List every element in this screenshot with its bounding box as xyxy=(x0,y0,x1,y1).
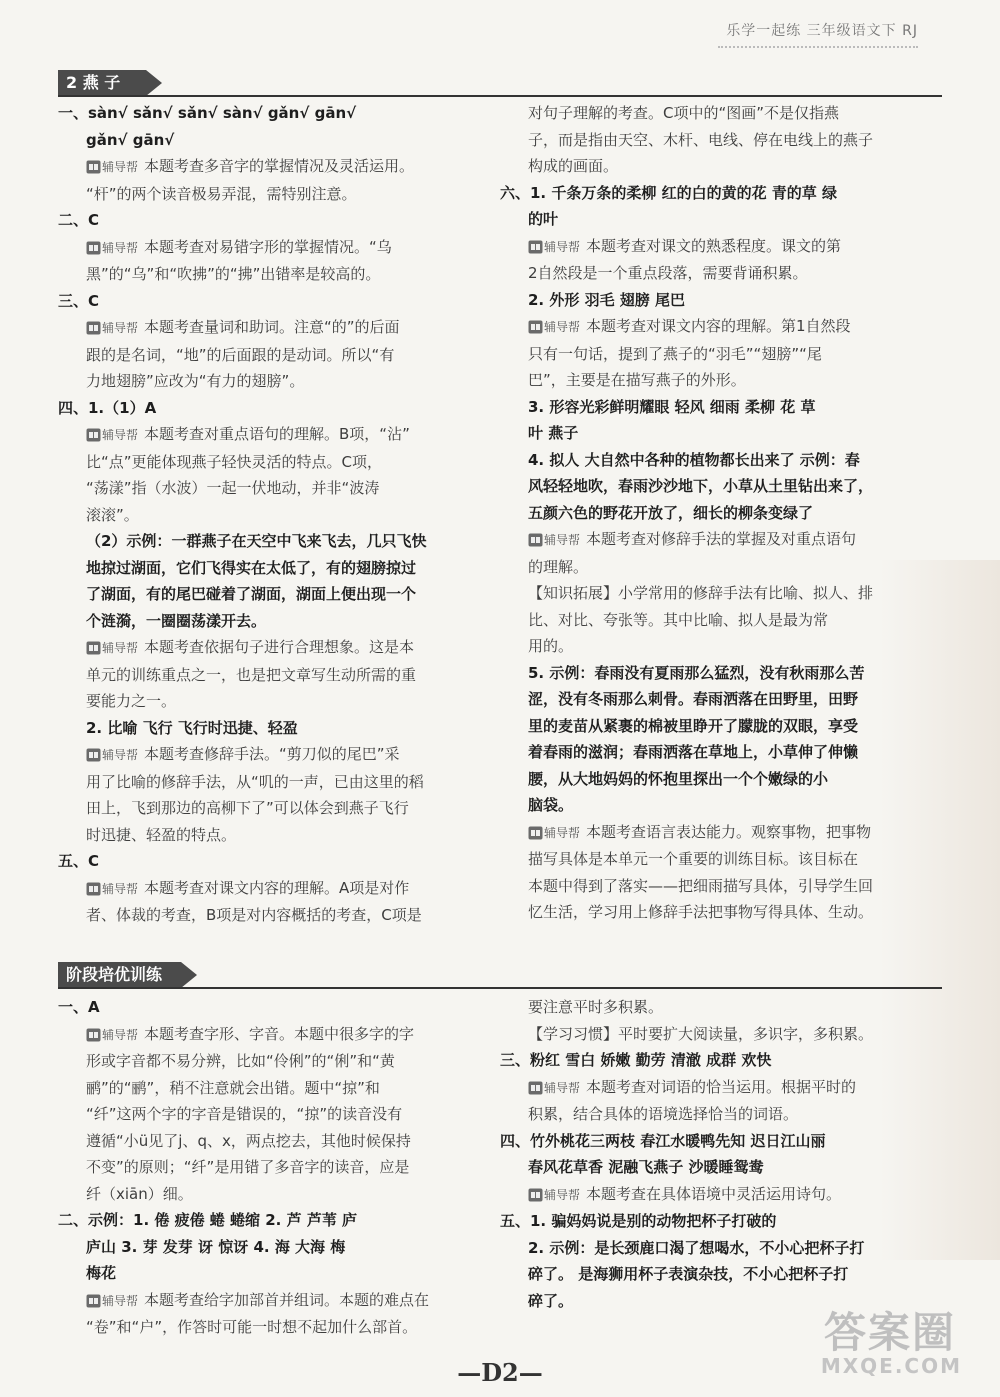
note-line: 只有一句话，提到了燕子的“羽毛”“翅膀”“尾 xyxy=(528,344,822,363)
tutor-tag xyxy=(528,1075,580,1102)
tutor-note xyxy=(58,421,468,449)
tutor-note xyxy=(58,314,468,342)
book-icon xyxy=(86,641,101,655)
note-line: 力地翅膀”应改为“有力的翅膀”。 xyxy=(86,372,305,390)
note-line: 黑”的“乌”和“吹拂”的“拂”出错率是较高的。 xyxy=(86,265,381,283)
tutor-note-text: 本题考查对课文内容的理解。第1自然段 xyxy=(586,317,851,335)
section-rule xyxy=(58,987,942,989)
note-line: 时迅捷、轻盈的特点。 xyxy=(86,825,237,844)
note-line: 田上，飞到那边的高柳下了”可以体会到燕子飞行 xyxy=(86,799,409,817)
answer-line: 4. 拟人 大自然中各种的植物都长出来了 示例：春 xyxy=(528,450,860,469)
note-line: 者、体裁的考查，B项是对内容概括的考查，C项是 xyxy=(86,906,422,924)
note-line: 形或字音都不易分辨，比如“伶俐”的“俐”和“黄 xyxy=(86,1052,395,1070)
note-line: 本题中得到了落实——把细雨描写具体，引导学生回 xyxy=(528,876,874,895)
tutor-note-text: 本题考查给字加部首并组词。本题的难点在 xyxy=(144,1290,430,1309)
tutor-note xyxy=(58,234,468,262)
answer-line: 2. 外形 羽毛 翅膀 尾巴 xyxy=(528,290,686,309)
answer-line: 五、1. 骗妈妈说是别的动物把杯子打破的 xyxy=(500,1212,777,1230)
tutor-tag xyxy=(528,234,580,261)
note-line: 鹂”的“鹂”，稍不注意就会出错。题中“掠”和 xyxy=(86,1078,380,1097)
answer-line: 个涟漪，一圈圈荡漾开去。 xyxy=(86,611,267,630)
note-line: 子，而是指由天空、木杆、电线、停在电线上的燕子 xyxy=(528,130,874,149)
answer-line: 叶 燕子 xyxy=(528,424,579,442)
note-line: 比“点”更能体现燕子轻快灵活的特点。C项， xyxy=(86,452,383,471)
tutor-note-text: 本题考查对课文的熟悉程度。课文的第 xyxy=(586,236,842,255)
tutor-tag-label: 辅导帮 xyxy=(102,428,139,442)
tutor-tag xyxy=(86,1022,138,1049)
note-line: 构成的画面。 xyxy=(528,157,619,175)
tutor-tag-label: 辅导帮 xyxy=(544,1080,581,1095)
answer-line: 脑袋。 xyxy=(528,796,574,814)
book-icon xyxy=(528,1081,543,1095)
book-icon xyxy=(86,321,101,335)
note-line: 比、对比、夸张等。其中比喻、拟人是最为常 xyxy=(528,610,829,629)
tutor-tag-label: 辅导帮 xyxy=(544,1187,581,1202)
tutor-tag xyxy=(528,820,580,847)
header-dotted-rule xyxy=(718,46,918,48)
book-icon xyxy=(86,882,101,896)
section1-right-column xyxy=(500,100,918,926)
tutor-note xyxy=(500,1181,918,1209)
note-line: “卷”和“户”，作答时可能一时想不起加什么部首。 xyxy=(86,1318,418,1336)
tutor-note xyxy=(500,1074,918,1102)
tutor-tag xyxy=(86,422,138,449)
book-icon xyxy=(86,428,101,442)
note-line: 的理解。 xyxy=(528,557,589,576)
tutor-tag-label: 辅导帮 xyxy=(102,748,139,762)
book-icon xyxy=(86,748,101,762)
tutor-tag xyxy=(86,876,138,903)
note-line: 2自然段是一个重点段落，需要背诵积累。 xyxy=(528,264,808,282)
book-icon xyxy=(86,160,101,174)
book-icon xyxy=(86,1294,101,1308)
note-line: 要能力之一。 xyxy=(86,692,177,710)
tutor-tag xyxy=(528,1182,580,1209)
tutor-tag xyxy=(86,154,138,181)
answer-line: 腰，从大地妈妈的怀抱里探出一个个嫩绿的小 xyxy=(528,769,829,788)
answer-line: 四、1.（1）A xyxy=(58,398,157,417)
answer-line: 四、竹外桃花三两枝 春江水暖鸭先知 迟日江山丽 xyxy=(500,1131,826,1150)
answer-line: 5. 示例：春雨没有夏雨那么猛烈，没有秋雨那么苦 xyxy=(528,663,865,682)
answer-line: 2. 示例：是长颈鹿口渴了想喝水，不小心把杯子打 xyxy=(528,1238,865,1257)
running-header: 乐学一起练 三年级语文下 RJ xyxy=(726,23,918,39)
tutor-tag-label: 辅导帮 xyxy=(544,533,581,547)
answer-line: 地掠过湖面，它们飞得实在太低了，有的翅膀掠过 xyxy=(86,558,417,577)
tutor-tag xyxy=(86,315,138,342)
answer-line: （2）示例：一群燕子在天空中飞来飞去，几只飞快 xyxy=(86,532,427,550)
answer-line: 着春雨的滋润；春雨洒落在草地上，小草伸了伸懒 xyxy=(528,743,859,761)
note-line: “荡漾”指（水波）一起一伏地动，并非“波涛 xyxy=(86,479,380,497)
note-line: 不变”的原则；“纤”是用错了多音字的读音，应是 xyxy=(86,1158,410,1176)
book-icon xyxy=(528,533,543,547)
answer-line: 涩，没有冬雨那么刺骨。春雨洒落在田野里，田野 xyxy=(528,690,859,708)
note-line: “杆”的两个读音极易弄混，需特别注意。 xyxy=(86,184,357,203)
answer-line: 了湖面，有的尾巴碰着了湖面，湖面上便出现一个 xyxy=(86,585,417,603)
tutor-note xyxy=(500,526,918,554)
tutor-tag-label: 辅导帮 xyxy=(102,321,139,335)
note-line: 单元的训练重点之一，也是把文章写生动所需的重 xyxy=(86,665,417,684)
tutor-note-text: 本题考查语言表达能力。观察事物，把事物 xyxy=(586,822,872,841)
tutor-note-text: 本题考查依据句子进行合理想象。这是本 xyxy=(144,638,415,656)
answer-line: 二、示例：1. 倦 疲倦 蜷 蜷缩 2. 芦 芦苇 庐 xyxy=(58,1211,358,1229)
note-line: 滚滚”。 xyxy=(86,505,139,524)
answer-line: 庐山 3. 芽 发芽 讶 惊讶 4. 海 大海 梅 xyxy=(86,1237,346,1256)
tutor-tag-label: 辅导帮 xyxy=(102,1293,139,1308)
tutor-tag-label: 辅导帮 xyxy=(544,320,581,334)
section-title-stage-training: 阶段培优训练 xyxy=(58,962,181,988)
note-line: 对句子理解的考查。C项中的“图画”不是仅指燕 xyxy=(528,104,840,122)
tutor-note xyxy=(500,233,918,261)
tutor-tag xyxy=(86,742,138,769)
note-line: 用了比喻的修辞手法，从“叽的一声，已由这里的稻 xyxy=(86,772,424,791)
answer-line: 春风花草香 泥融飞燕子 沙暖睡鸳鸯 xyxy=(528,1158,764,1176)
tutor-tag-label: 辅导帮 xyxy=(102,240,139,255)
tutor-note-text: 本题考查对课文内容的理解。A项是对作 xyxy=(144,878,410,897)
answer-line: 五、C xyxy=(58,852,100,870)
section-title-swallow: 2 燕 子 xyxy=(58,70,146,96)
tutor-note-text: 本题考查对重点语句的理解。B项，“沾” xyxy=(144,425,410,443)
answer-line: gǎn√ gān√ xyxy=(86,130,175,149)
book-icon xyxy=(86,1028,101,1042)
tutor-tag-label: 辅导帮 xyxy=(102,881,139,896)
tutor-note-text: 本题考查对易错字形的掌握情况。“乌 xyxy=(144,237,392,256)
tutor-note xyxy=(58,634,468,662)
watermark-logo-text: 答案圈 xyxy=(823,1308,956,1357)
answer-line: 3. 形容光彩鲜明耀眼 轻风 细雨 柔柳 花 草 xyxy=(528,397,816,416)
book-icon xyxy=(528,1188,543,1202)
answer-line: 一、A xyxy=(58,998,100,1016)
watermark xyxy=(820,1300,980,1390)
answer-line: 三、C xyxy=(58,291,100,310)
answer-line: 风轻轻地吹，春雨沙沙地下，小草从土里钻出来了， xyxy=(528,477,874,495)
tutor-tag xyxy=(528,314,580,341)
tutor-tag-label: 辅导帮 xyxy=(544,825,581,840)
answer-line: 2. 比喻 飞行 飞行时迅捷、轻盈 xyxy=(86,718,298,737)
note-line: 【学习习惯】平时要扩大阅读量，多识字，多积累。 xyxy=(528,1024,874,1043)
page-number: —D2— xyxy=(457,1358,543,1387)
note-line: 描写具体是本单元一个重要的训练目标。该目标在 xyxy=(528,850,859,868)
section2-right-column xyxy=(500,994,918,1314)
tutor-note xyxy=(58,1021,468,1049)
answer-line: 一、sàn√ sǎn√ sǎn√ sàn√ gǎn√ gān√ xyxy=(58,104,357,122)
tutor-note-text: 本题考查字形、字音。本题中很多字的字 xyxy=(144,1024,415,1043)
tutor-note xyxy=(500,313,918,341)
answer-line: 碎了。 是海狮用杯子表演杂技，不小心把杯子打 xyxy=(528,1265,849,1283)
note-line: 忆生活，学习用上修辞手法把事物写得具体、生动。 xyxy=(528,903,874,921)
tutor-tag-label: 辅导帮 xyxy=(102,641,139,655)
tutor-note-text: 本题考查对修辞手法的掌握及对重点语句 xyxy=(586,530,857,548)
tutor-note xyxy=(58,875,468,903)
note-line: 遵循“小ü见了j、q、x，两点挖去，其他时候保持 xyxy=(86,1131,411,1150)
watermark-url: MXQE.COM xyxy=(820,1354,962,1378)
answer-line: 三、粉红 雪白 娇嫩 勤劳 清澈 成群 欢快 xyxy=(500,1051,772,1069)
tutor-note-text: 本题考查在具体语境中灵活运用诗句。 xyxy=(586,1184,842,1203)
note-line: 用的。 xyxy=(528,637,574,655)
answer-line: 梅花 xyxy=(86,1264,117,1282)
tutor-tag-label: 辅导帮 xyxy=(102,1027,139,1042)
answer-line: 六、1. 千条万条的柔柳 红的白的黄的花 青的草 绿 xyxy=(500,183,838,202)
tutor-note xyxy=(58,741,468,769)
tutor-tag xyxy=(86,235,138,262)
answer-line: 里的麦苗从紧裹的棉被里睁开了朦胧的双眼，享受 xyxy=(528,716,859,735)
answer-line: 二、C xyxy=(58,211,100,229)
tutor-note-text: 本题考查量词和助词。注意“的”的后面 xyxy=(144,318,400,336)
note-line: 积累，结合具体的语境选择恰当的词语。 xyxy=(528,1105,799,1123)
note-line: 【知识拓展】小学常用的修辞手法有比喻、拟人、排 xyxy=(528,584,874,602)
answer-line: 的叶 xyxy=(528,210,559,228)
tutor-tag xyxy=(528,527,580,554)
book-icon xyxy=(528,826,543,840)
tutor-tag xyxy=(86,635,138,662)
tutor-note-text: 本题考查对词语的恰当运用。根据平时的 xyxy=(586,1077,857,1096)
tutor-note xyxy=(500,819,918,847)
tutor-note xyxy=(58,153,468,181)
book-icon xyxy=(528,320,543,334)
note-line: 巴”，主要是在描写燕子的外形。 xyxy=(528,371,746,389)
answer-line: 五颜六色的野花开放了，细长的柳条变绿了 xyxy=(528,503,814,522)
tutor-tag-label: 辅导帮 xyxy=(544,239,581,254)
note-line: 跟的是名词，“地”的后面跟的是动词。所以“有 xyxy=(86,345,395,364)
note-line: “纤”这两个字的字音是错误的，“掠”的读音没有 xyxy=(86,1105,403,1123)
tutor-tag-label: 辅导帮 xyxy=(102,160,139,174)
tutor-note xyxy=(58,1287,468,1315)
book-icon xyxy=(528,240,543,254)
tutor-tag xyxy=(86,1288,138,1315)
section-rule xyxy=(58,95,942,97)
note-line: 纤（xiān）细。 xyxy=(86,1184,193,1203)
note-line: 要注意平时多积累。 xyxy=(528,998,664,1016)
book-icon xyxy=(86,241,101,255)
section1-left-column xyxy=(58,100,468,929)
answer-line: 碎了。 xyxy=(528,1291,574,1310)
section2-left-column xyxy=(58,994,468,1341)
tutor-note-text: 本题考查修辞手法。“剪刀似的尾巴”采 xyxy=(144,745,400,763)
tutor-note-text: 本题考查多音字的掌握情况及灵活运用。 xyxy=(144,157,415,175)
